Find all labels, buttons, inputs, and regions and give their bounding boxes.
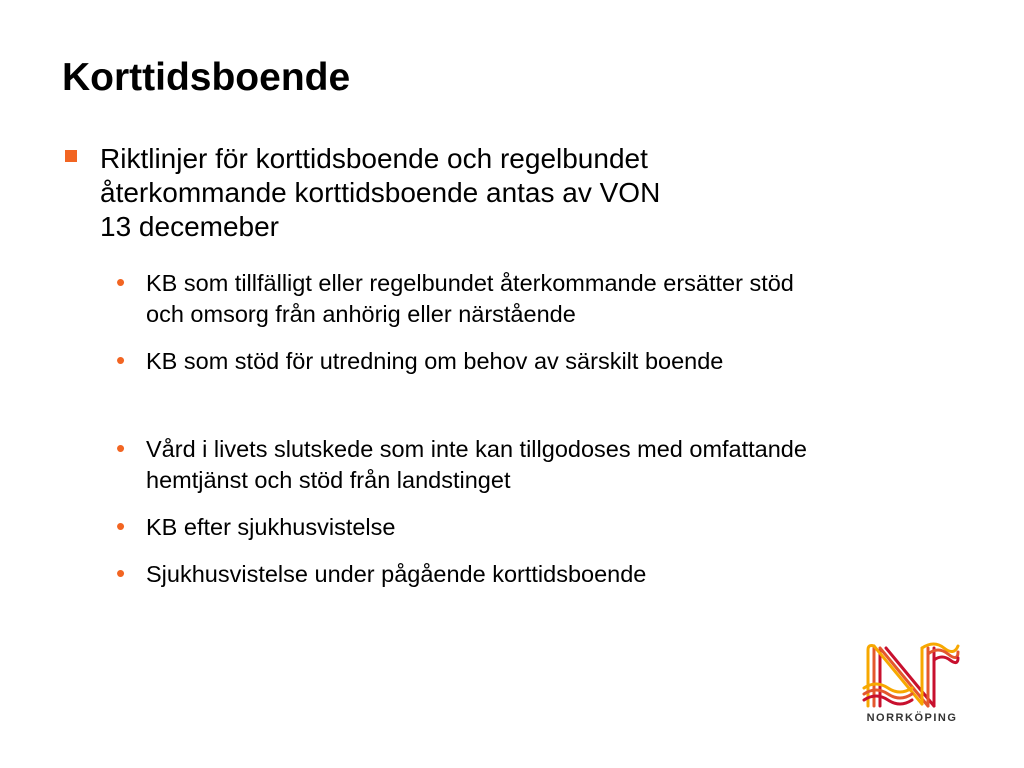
logo-text: NORRKÖPING bbox=[866, 712, 958, 724]
sub-bullet-item bbox=[116, 434, 982, 496]
sub-bullet-item bbox=[116, 346, 982, 377]
square-bullet-icon bbox=[65, 150, 77, 162]
dot-bullet-icon: • bbox=[116, 345, 126, 375]
sub-bullet-line: KB som stöd för utredning om behov av särskilt boende bbox=[146, 348, 724, 374]
sub-bullet-list bbox=[116, 268, 982, 590]
dot-bullet-icon: • bbox=[116, 558, 126, 588]
main-bullet-line: 13 decemeber bbox=[100, 211, 280, 242]
sub-bullet-line: Vård i livets slutskede som inte kan tillgodoses med omfattande bbox=[146, 436, 807, 462]
sub-bullet-line: och omsorg från anhörig eller närstående bbox=[146, 301, 576, 327]
dot-bullet-icon: • bbox=[116, 433, 126, 463]
sub-bullet-line: KB som tillfälligt eller regelbundet återkommande ersätter stöd bbox=[146, 270, 794, 296]
sub-bullet-line: Sjukhusvistelse under pågående korttidsboende bbox=[146, 561, 647, 587]
sub-bullet-item bbox=[116, 559, 982, 590]
slide-title: Korttidsboende bbox=[62, 56, 351, 99]
dot-bullet-icon: • bbox=[116, 511, 126, 541]
sub-bullet-line: KB efter sjukhusvistelse bbox=[146, 514, 396, 540]
main-bullet bbox=[62, 142, 982, 244]
dot-bullet-icon: • bbox=[116, 267, 126, 297]
sub-bullet-line: hemtjänst och stöd från landstinget bbox=[146, 467, 511, 493]
main-bullet-line: återkommande korttidsboende antas av VON bbox=[100, 177, 661, 208]
slide-content bbox=[62, 142, 982, 590]
sub-bullet-item bbox=[116, 512, 982, 543]
main-bullet-line: Riktlinjer för korttidsboende och regelbundet bbox=[100, 143, 648, 174]
sub-bullet-item bbox=[116, 268, 982, 330]
